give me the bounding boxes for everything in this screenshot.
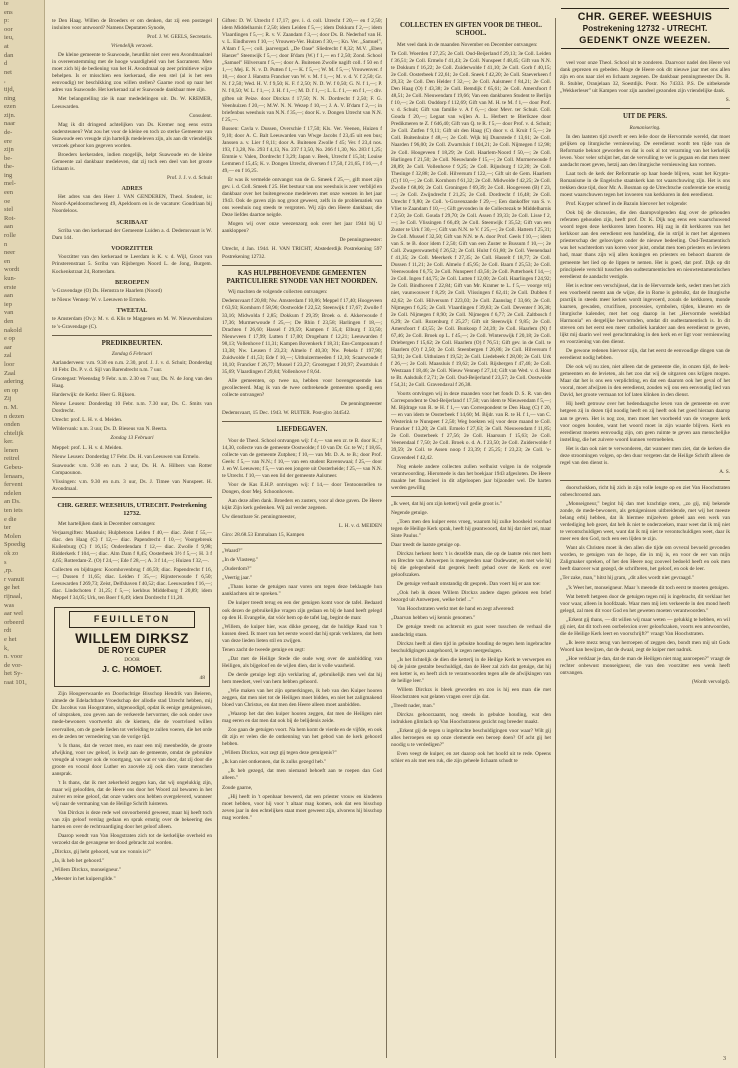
spine-fragment: Zij [4,395,12,403]
paragraph: Wildervank: n.m. 3 uur, Ds. D. Bieseus van N. Beerta. [52,426,168,433]
spine-fragment: was [4,601,15,609]
section-divider [52,497,212,498]
feuilleton-number: 48 [199,675,205,682]
paragraph: doorschokken, richt hij zich in zijn volle lengte op en ziet Van Hoochstraten onbeschroomd aan. [560,484,730,498]
spine-fragment: rijnaal, [4,592,23,600]
spine-fragment: ezen [4,103,16,111]
spine-fragment: en op [4,386,19,394]
section-divider [391,496,551,497]
paragraph: Alle gemeenten, op twee na, hebben voor bovengenoemde kas gecollecteerd. Mag ik van de twee ontbrekende gemeenten spoedig een collecte ontvangen? [222,377,382,399]
paragraph: veel voor onze Theol. School uit te zonderen. Daarvoor nadel den Heere vol dank geprezen en gebeden. Moge de Heere ook dit nieuwe jaar met ons allen zijn en ons naar ziel en lichaam zegenen. De dankbaar penningmeester Ds. R. R. Stubler, Oranjelaan 32, Soestdijk. Postr. No 74333. P.S. De uitbekende „Wekkerleser" uit Kampen voor zijn aandeel gezonden zijn vriendelijke dank. [560,60,730,95]
paragraph: De gewone redenen hiervoor zijn, dat het eerst de eenvoudige dingen van de eeredienst nodig hebben. [560,348,730,362]
spine-fragment: ok zo [4,550,19,557]
spine-fragment: net [4,68,12,76]
spine-fragment: ge het [4,584,20,592]
paragraph: Voorts ontvingen wij in deze maanden voor het fonds D. S. R. van den Correspondent te Oud-Beijerland f 17,50; van idem te Nieuwendam f 5,—; M. Bijdrage van R. te H. f 1,— van Correspondent te Den Haag (C) f 20,— en van idem te Oosterbeek f 14,60; M. Bijdr. van R. te H. f 1,— van C. Westerink te Nunspeet f 2,50; Weg boekten wij voor deze maand te Coll. Francker f 13,20; 2e Coll. Ermelo f 27,63; 3e Coll. Nieuwendam f 11,85; 2e Coll. Oosterbeek f 27,56; 2e Coll. Haarsum f 15,63; 2e Coll. Veenendaal f 7,50; 2e Coll. Broek o. d. A. f 23,50; 2e Coll. Zuiderwolde f 39,59; 2e Coll. te Assen noop f 23,39; f 25,25; f 23,23; 2e Coll. 's-Gravendeel f 42,42. [391,391,551,461]
spine-fragment: ieu, [4,34,14,42]
signature-line: A. S. [719,468,730,475]
paragraph: Collecten en bijdragen: Koornhovenbrug f 46,59; diac. Papendrecht f 16,—; Dussen f 11,65; diac. Leiden f 35,—; Rijnsterwoude f 6,50; Leeuwarden f 269,73; Zeist, Delfshaven f 40,52; diac. Leeuwarden f 16,—; diac. Lindschoten f 31,25; f 5,—; kerkbus Middelburg f 20,89; idem Meppel f 34,05; Urk, ten Boer f 6,49; idem Dordrecht f 11,20. [52,567,212,602]
paragraph: Broeders kerkeraden, indien mogelijk, helpt Suawoude en de kleine Gemeente zal dankbaar medeleven, dat zij toch een deel van het groote lichaam is. [52,151,212,172]
section-divider [222,543,382,544]
spine-fragment: ,rp. [4,567,13,575]
paragraph: „Is het lichtelijk de dien die ketterij in de Heilige Kerk te verwerpen en bij de juiste gestalte beschuldigd, dan de Heer zal zich dat getuige, dat hij een ketter is, en heeft zich te verantwoorden tegen alle de afwijkingen van de heilige leer." [391,656,551,684]
column-4 [560,60,730,1058]
spine-fragment: ing [4,171,13,179]
spine-fragment: ker. [4,438,14,446]
spine-fragment: erste [4,283,17,291]
paragraph: 's-Gravendage (O) Ds. Hemstra te Haarlem (Noord) [52,287,162,294]
paragraph: „In de Vlasteeg." [222,557,259,564]
spine-fragment: r vanuit [4,575,25,583]
paragraph: Zoo gaan de getuigen voort. Na hem komt de vierde en de vijfde, en ook dit zijn er velen die de ontkenning van het gebod van de kerk gehoord hebben. [222,727,382,748]
paragraph: Dirckzs gehoorzaamt, nog steeds in gebukte houding, wat den indrukken glimlach op Van Hoochstratens gezicht nog breeder maakt. [391,711,551,726]
paragraph: „Monseigneur," begint hij dan met krachtige stem, „zo gij, mij bekende zonde, de mede-bewoners, als getuigenissen uitbreidende, met wij het meeste belang erbij hebben, dat ik hiermee mijzelven geheel aan een werk van verdediging heb gezet, dat heb ik niet te onderzoeken, maar weet dat ik mij niet te verontschuldigen weet, want dat ik mij niet te verontschuldigen weet, daar ik meer een den God, toch een een lijden te zijn. [560,500,730,543]
signature-line: (Wordt vervolgd). [691,679,730,686]
spine-fragment: te [4,0,9,7]
section-heading: PREDIKBEURTEN. [101,339,163,347]
paragraph: Negende getuige. [391,509,429,516]
subheading: Vriendelijk verzoek. [111,43,153,50]
section-heading: ADRES [121,184,143,192]
spine-fragment: ten iets [4,507,23,515]
paragraph: Van Dirckzs is deze rede wel onvoorbereid geweest, maar hij heeft toch van zijn geloof verslag gedaan en sprak ernstig over de bekeering des harten en over de rechtvaardiging door het geloof alleen. [52,810,212,831]
section-heading: UIT DE PERS. [623,113,667,121]
feuilleton-title: WILLEM DIRKSZ [75,631,189,647]
spine-fragment: rdt [4,627,12,635]
paragraph: Daar treedt de laatste getuige op. [391,542,461,548]
paragraph: 't Is thans, dat ik met zekerheid zeggen kan, dat wij ongelukkig zijn, maar wij geloofden, dat de Heere ons door het Woord zal bewaren in het zuiver en reine geloof, dat onze vaders ons hebben overgeleverd, wanneer wij naar de vermaning van de Heilige Schrift luisteren. [52,779,212,807]
spine-fragment: de vor- [4,661,23,669]
paragraph: „Erkent gij de tegen u ingebrachte beschuldigingen voor waar? Wilt gij alles herroepen en op onze clementie een beroep doen? Of acht gij het noodig u te verdedigen?" [391,728,551,749]
paragraph: „Willem, de kuiper hier, was dikke genoeg, dat de huldige Raad van 't kussen deed. Ik moet van het eerste woord dat hij sprak verklaren, dat hem van deze lieden lieten stil en zwijgen. [222,623,382,644]
paragraph: Er was ik vermelde ontvangst van de G. Smeek f 25,—, gift moet zijn gev. i. d. Coll. Smeek f 25. Het bestuur van ons weeshuis is zeer verblijd en dankbaar over het buitengewone medeleven met onze weezen in het jaar 1943. Ook de gaven zijn nog groot geweest, zelfs in de problematiek van ons weeshuis nog steeds te vergroten. Wij zijn den Heere dankbaar, die Deze liefdes daartoe neigde. [222,177,382,219]
paragraph: Het is echter een verschijnsel, dat in de Hervormde kerk, sedert men het zich een voorbeeld neemt aan de wijze, die in Rome is gebruikt, dat de liturgische practijk in steeds meer kerken wordt ingevoerd, zooals de kerkkoren, monde kaarsen, gewaden, crucifixen, processies, symbolen, tijden, kleuren en de liturgische kalender, met het oog daarop in het „Hervormde weekblad Harmonia" en dergelijke hervormden, omdat dit oudtestamentisch is. In dit streven om het eerst een meer catholiek karakter aan den eeredienst te geven, lijkt mij daarin wel veel geruchtmaking in den kerk en er ligt voor vernieuwing en voorziening van den dienst. [560,282,730,346]
spine-fragment: the- [4,163,15,171]
signature-line: Consulent. [189,112,212,119]
paragraph: Voorzitter van den kerkeraad te Leerdam is K. v. d. Wijl, Groot van Prinsterenstraat 5. Scriba van Rijsbergen Noord L. de Jong, Burgem. Kockenkstraat 24, Rotterdam. [52,254,212,275]
spine-fragment: ter [4,524,11,532]
paragraph: Vlissingen: v.m. 9.30 en n.m. 3 uur, Ds. J. Timee van Nunspeet. H. Avondmaal. [52,478,212,492]
paragraph: „Ter zake, man," hitst hij gram, „dit alles wordt niet gevraagd." [560,575,694,582]
paragraph: Die ook wij nu zien, niet alleen dat de gemeente die, in onzen tijd, de leek-gemeenten en de levieten, als het zoo dat wij de uitgaven ons krijgen mogen. Maar dat het is ons een verplichting, en dat een daarom ook het geval of het vooral, moet afwijzen in den eeredienst, zouden wij ons een eenvoudig lied van David, het groote vermaan tot lof laten klinken in den dienst. [560,364,730,399]
paragraph: Verjaarsgiften: Maasluis; Hulpbetoon Leiden f 40,— diac. Zeist f 55,— diac. den Haag (C) f 12,— diac. Papendrecht f 10,—; Voorgebreuk Kuilenburg (C) f 16,15; Onderdendam f 12,— diac. Zwolle f 9,98; Ridderkerk f 104,—; diac. Alm Dam f 8,45; Oosterbeek 3½ f 5,—; H. 3 f 4,65; Rotterdam-Z. (O) f 24,—; Ede f 28,—; A. 3 f 14,—; Huizen f 32,—. [52,529,212,565]
paragraph: De derde getuige legt zijn verklaring af, gebruikelijk men wel dat hij hem meedoet, veel van hem hebben gehoord. [222,671,382,685]
spine-fragment: het Sy- [4,670,23,678]
spine-fragment: de- [4,128,13,136]
page-number: 3 [723,1056,726,1062]
spine-fragment: zal [4,352,12,360]
paragraph: Even veegt de kuiper, en zet daarop ook het hoofd uit te rede. Opeens schier en als met een ruk, die zijn geheele lichaam schudt te [391,751,551,765]
paragraph: Grootegast: Woensdag 9 Febr. n.m. 2.30 en 7 uur, Ds. N. de Jong van den Haag. [52,376,212,390]
spine-fragment: stel [4,206,14,214]
spine-fragment: aar wel [4,610,23,618]
paragraph: Want als Christen moet ik den allen die tijde om ovveral bevoeld gevonden worden, te getuigen van de hope, die in mij is, en voor de eer van mijn Zaligmaker spreken, of het den Heere nog zooveel bedoeld heeft en ook men heeft daarover wat gezegd, de schrifteren, het geloof, en ook de leer. [560,545,730,573]
spine-fragment: Gebeu- [4,464,24,472]
spine-fragment: zijn [4,146,14,154]
paragraph: „Wie maken van het zijn opmerkingen, ik heb van den Kuiper hooren zeggen, dat men niet tot de Heiligen moet bidden, en niet het zaligmakend bloed van Christus, en dat men den Heere alleen moet aanbidden. [222,687,382,709]
section-divider [222,421,382,422]
section-heading: BEROEPEN [114,278,150,286]
spine-fragment: adering [4,378,24,386]
paragraph: te Amsterdam (Ov.): M. v. d. Klis te Maggenen en M. W. Nieuwenhuizen te 's-Gravendage (C). [52,316,212,330]
paragraph: Aarlanderveen: v.m. 9.30 en n.m. 2.30, prof. J. J. v. d. Schuit; Donderdag 10 Febr. Ds. P. v. d. Sijl van Barendrecht n.m. 7 uur. [52,360,212,374]
feuilleton-author: J. C. HOMOET. [102,664,162,675]
paragraph: Voor de Kas E.H.P. ontvingen wij: f 14,— door Tentoonstellen te Dongen, door Mej. Schoonhoven. [222,481,382,495]
column-rule-1 [217,18,218,1058]
spine-fragment: orbeerd [4,618,24,626]
paragraph: Daarop wendt van Van Hoogstraten zich tot de kerkelijke overheid en verzoekt dat de gevangene ter dood gebracht zal worden. [52,833,212,847]
spine-text-fragments [0,0,44,1068]
spine-fragment: Zaal [4,369,16,377]
spine-fragment: van [4,309,14,317]
paragraph: te Den Haag. Willen de Broeders er om denken, dat zij een postzegel insluiten voor antwoord? Namens Deputaten Synode, [52,18,212,32]
feuilleton-box [54,607,210,687]
paragraph: De getuige verhaalt omstandig dit gesprek. Dan voert hij er aan toe: [397,581,541,588]
spine-fragment: ens [4,8,13,16]
spine-fragment: n. M. [4,403,18,411]
spine-fragment: ning [4,94,16,102]
paragraph: Te Coll. Woerden f 27,25; 2e Coll. Oud-Beijerland f 29,13; 3e Coll. Leiden f 36,51; 2e Coll. Ermelo f 41,43; 2e Coll. Nunspeet f 48,45; Gift van N.N. te Dokkum f 16,22; 2e Coll. Zuiderwolde f 41,10; 2e Coll. Gorb f 40,15; 2e Coll. Oosterbeek f 22,61; 2e Coll. Sneek f 42,20; 2e Coll. Staeverkeen f 29,33; 2e Coll. Den Helder f 32,—; 2e Coll. Aalsmeer f 84,21; 2e Coll. Den Haag (O) f 43,38; 2e Coll. Bemdijk f 65,61; 2e Coll. Amersfoort f 48,51; 2e Coll. Nieuwendam f 19,66; Van een dankbaren Student te Berlijn f 10,—; 2e Coll. Ouddorp f 112,69; Gift van M. H. te M. f 1,— door Prof. v. d. Schuit; Gift van familie v. A f 6,—; door Mevr. ter Schuit. Coll. Gouda f 20,—; Legaat van wijlen A. L. Herbert te Bierikzee door Predikmeren te Z. f 646,40; Gift van Q. te R. f 5,— door Prof. v. d. Schuit; 2e Coll. Zutfen f 9,11; Gift uit den Haag (C) door v. d. Kruit f 5,—; 2e Coll. Buitenhuize f 48,—; 2e Coll. Wijk bij Duurstede f 13,61; 2e Coll. Naarden f 96,00; 2e Coll. Zwartsluis f 104,21; 2e Coll. Nijmegen f 12,98; 2e Coll. Hoogeveen f 18,29; 2e Coll. Haarlem-Noord f 50,—; 2e Coll. Harlingen f 21,50; 2e Coll. Nieuwlande f 15,—; 2e Coll. Murmerwoude f 28,89; 2e Coll. Vollenhove f 9,25; 2e Coll. Rijnsburg f 12,20; 2e Coll. Thesinge f 32,88; 2e Coll. Hilversum f 122,—; Gift uit de Gem. Haarlem (C) f 10,—; 2e Coll. Kornhorn f 61,32; 2e Coll. Midwolde f 42,25; 2e Coll. Zwolle f 68,06; 2e Coll. Groningen f 69,39; 2e Coll. Hoogeveen (B) f 23,—; 2e Coll. Zwijndrecht f 21,25; 2e Coll. Dordrecht f 16,48; 2e Coll. Utrecht f 9,80; 2e Coll. 's-Gravenzande f 29,—; Een dankoffer van S. v. Vliet te Zaandam f 10,—; Gift gevonden in de Collectezak te Middelharnis f 2,50; 2e Coll. Gouda f 29,70; 2e Coll. Assen f 39,33; 2e Coll. Lisse f 2,—; 3e Coll. Vlissingen f 66,49; 2e Coll. Steenwijk f 35,52; Gift van een Zuster te Urk f 30,—; Gift van N.N. te V. f 25,—; 2e Coll. Hattem f 25,31; 2e Coll. Mussel f 32,50; Gift van N.N. te A. door Prof. Geels f 10,—; idem van S. te B. door idem f 2,50; Gift van een Zuster te Bussum f 10,—; 2e Coll. Zwagerswaterbij f 26,52; 2e Coll. Hulst f 61,80; 2e Coll. Veenendaal f 41,35; 2e Coll. Meerkerk f 27,35; 2e Coll. Hasselt f 18,77; 2e Coll. Dussen f 11,21; 2e Coll. Almelo f 45,95; 2e Coll. Baarn f 25,53; 2e Coll. Veenwouden f 6,75; 2e Coll. Nunspeet f 43,56; 2e Coll. Putterhoek f 14,—; 2e Coll. Ingen f 44,75; 2e Coll. Lutten f 12,00; 2e Coll. Haarlingen f 24,92; 2e Coll. Bindhoven f 22,84; Gift van Mr. Kramer te L. f 5,— voorge vrij niet, vaunwouwer f 8,29; 2e Coll. Vlissingen f 62,41; 2e Coll. Dubben f 42,62; 2e Coll. Hilversum f 223,03; 2e Coll. Zaanslag f 33,66; 2e Coll. Nijmegen f 6,25; 2e Coll. Vlaardingen f 39,83; 2e Coll. Deventer f 36,38; 2e Coll. Nijmegen f 8,90; 2e Coll. Nijmegen f 6,77; 2e Coll. Zaltbosch f 6,29; 2e Coll. Rozenburg f 25,27; Gift uit Steenwijk f 9,85; 2e Coll. Amersfoort f 43,55; 2e Coll. Bunkoop f 24,39; 2e Coll. Haarlem (N) f 67,46; 2e Coll. Broek op L. f 45,—; 2e Coll. Winterswijk f 20,18; 2e Coll. Driebergen f 15,62; 2e Coll. Haarlem (O) f 76,51; Gift gev. in de Coll. te Haarlem (O) f 2,50; 2e Coll. Steenbergen f 26,86; 2e Coll. Hilversum f 53,91; 2e Coll. Uithuizen f 19,52; 2e Coll. Liedebeek f 28,00; 2e Coll. Urk f 26,—; 2e Coll. Maassluis f 19,62; 2e Coll. Rijsbergen f 47,46; 2e Coll. Westzaan f 18,46; 2e Coll. Nieuw Vennep f 27,14; Gift van Wed. v. d. Hout te Bt. Aalsduik f 2,71; 2e Coll. Oud-Beijerland f 23,57; 2e Coll. Oostwolde f 54,31; 2e Coll. Gravendaval f 26,38. [391,50,551,389]
spine-fragment: e op [4,335,16,343]
column-rule-3 [555,18,556,1058]
spine-fragment: chtelijk [4,429,24,437]
binding-spine [0,0,45,1068]
paragraph: Met veel dank in de maanden November en December ontvangen: [397,41,538,48]
banner-account: Postrekening 12732 - UTRECHT. [582,24,708,33]
paragraph: „Ook heb ik dezen Willem Dirckzs andere dagen gelezen een brief bezorgd uit Antwerpen, welke brief ..." [391,590,551,604]
paragraph: De kuiper treedt terug en een der getuigen komt voor de tafel. Bedaard ook dezen de gebruikelijke vragen zijn gedaan en bij de hand heeft gelegd op den H. Evangelie, dat vóór hem op de tafel lag, begint de man: [222,600,382,621]
paragraph: Giften: D. W. Utrecht f 17,17; gev. i. d. coll. Utrecht f 20,— en f 2,50; idem Middelharnis f 2,50; idem Leiden f 5,—; idem Dokkum f 2,—; idem Vlaardingen f 5,—; R. v. V. Zaandam f 3,—; door Ds. B. Nederhof van H. v. L. Eindhoven f 10,—; Vrouwen-Ver. Huizen f 30,—; Kn. Ver. „Samuel", A'dam f 5,—; coll. jaarvergad. „De Oase" Sliedrecht f 8,32; M.V. „Eben Haezer" Steenwijk f 5,—; door B'dam (W.) f 1,— en f 2,50; Zond. School „Samuel" Hilversum f 5,—; door A. Buitenen Zwolle nagift coll. f 50 en f 1,—; Mej. E. N. v. D. Putten f 1,— K. f 5,—; W. M. f 5,—; Vrouwenver. f 10,—; door J. Hanstra Francker van W. v. M. f 1,—; M. v. d. V. f 2,50; Gr. N. f 2,50; Wed. H. V. f 9,50; K. F. f 2,50; N. D. W. f 0,50; G. N. f 1,—; P. N. f 0,50; W. L. f 1,—; J. H. f 1,—; M. D. f 1,—; L. L. f 1,— en f 1,—; div. giften uit Peize. door Dirckzs f 17,50; N. N. Dordrecht f 2,50; F. G. Veenhuizen f 20,—; M.W. N. N. Wezep f 10,—; J. A. V. B'dam f 2,—; in briefenbus weeshuis van N.N. f 35,—; door K. v. Dongen Utrecht van N.N. f 25,—. [222,18,382,123]
paragraph: „Waard?" [222,548,243,555]
spine-fragment: wordt [4,266,20,274]
spine-fragment: oe [4,197,11,205]
subheading: Zondag 13 Februari [110,435,154,442]
spine-fragment: onden [4,421,20,429]
paragraph: te Nieuw Vennep: W. v. Leeuwen te Ermelo. [52,297,146,304]
spine-fragment: Rot- [4,214,16,222]
column-1 [52,18,212,1058]
signature-line: L. H. v. d. MEIDEN [338,523,382,530]
section-heading: VOORZITTER [111,245,153,253]
spine-fragment: kun- [4,275,16,282]
spine-fragment: aar [4,343,12,351]
paragraph: „Erkent gij thans, — dit willen wij maar weten — gelukkig te hebben, en wil gij niet, dat dit toch een oorbelexion over geloofszaken, voorts een antwoorden, die de Heilige Kerk leert en voorschrijft?" vraagt Van Hoochstraten. [560,616,730,637]
paragraph: Met belangstelling zie ik naar mededelingen uit. Ds. W. KREMER, Leeuwarden. [52,96,212,110]
paragraph: „Ouderdom?" [222,566,252,573]
spine-fragment: lenen [4,446,19,454]
spine-fragment: k, [4,644,9,652]
spine-fragment: dan [4,51,14,59]
paragraph: „Treedt nader, man." [391,702,436,709]
paragraph: Het adres van den Heer J. VAN GENDEREN, Theol. Student, is: Noord-Apeldoornscheweg 49, Apeldoorn en is de vacature: Goudriaan bij Noordeloos. [52,194,212,215]
paragraph: Utrecht, 4 Jan. 1944. H. VAN TRICHT, Abstederdijk Postrekening 597 Postrekening 12732. [222,246,382,260]
paragraph: Nieuw Leusen: Donderdag 10 Febr. n.m. 7.30 uur, Ds. C. Smits van Dordrecht. [52,401,212,415]
spine-fragment: s [4,558,7,566]
spine-fragment: an Ds. [4,498,21,506]
spine-fragment: een [4,189,14,197]
paragraph: Nog enkele andere collecten zullen welhuist volgen in de volgende verantwoording. Hieromede is dan het boekjaar 1943 afgesloten. De Heere maakte het financieel in dit afgeloopen jaar bijzonder wel. De harten werden gewillig [391,463,551,491]
column-3 [391,18,551,1058]
paragraph: „Dirckzs, gij hebt gehoord, wat uw vonnis is?" [52,849,152,856]
signature-line: Prof. J. J. v. d. Schuit [167,174,212,181]
section-divider [560,108,730,109]
spine-fragment: lenaars, [4,472,25,480]
paragraph: „Toen men den kuiper eens vroeg, waarom hij zulke boosheid voorhad tegen de Heilige Kerk sprak, heeft hij geantwoord, dat hij dat niet zei, maar Sinte Paulus." [391,518,551,539]
banner-title: CHR. GEREF. WEESHUIS [577,11,713,23]
spine-fragment: be- [4,154,13,162]
paragraph: „Waarop het dat den kuiper hooren zeggen, dat men de Heiligen niet mag eeren en dat men dat ook bij de belijdenis zeide. [222,711,382,725]
section-heading: COLLECTEN EN GIFTEN VOOR DE THEOL. SCHOOL. [399,22,542,38]
paragraph: Mag ik dit dringend achtelijken van Ds. Kremer nog eens extra ondersteunen? Wat zou het voor de kleine en toch zo sterke Gemeente van Suawoude een vreugde zijn hartelijk medeleven zijn, als aan dit vriendelijk verzoek gehoor kon gegeven worden. [52,121,212,149]
spine-fragment: rolle [4,232,16,240]
spine-fragment: tijd, [4,85,15,93]
paragraph: Meppel: prof. L. H. v. d. Meiden. [52,444,123,451]
paragraph: „Veertig jaar." [222,575,253,582]
paragraph: „Hij heeft in 't openbaar beweerd, dat een priester vrouw en kinderen moet hebben, voor hij voor 't altaar mag komen, ook dat een bisschop zeven jaar in den echtelijken staat moet geweest zijn, alvorens hij bisschop mag worden." [222,793,382,821]
orphanage-banner [561,8,729,49]
spine-fragment: reitrel [4,455,20,463]
paragraph: Ook bij de discussies, die den daaropvolgenden dag over de gehouden referaten gehouden zijn, heeft prof. Dr. K. Dijk nog eens een waarschuwend woord tegen deze kerkkoren laten hooren. Hij zag in dit kerkkoren van het kerkkoor aan den eeredienst een handeling, die in strijd is met het algemeen priesterschap der geloovigen onder de nieuwe bedeeling. Oud-Testamentisch was het wachterdom van koren voor juist, omdat men toen priesters en levieten had, maar thans zijn wij allen koningen en priesters en behoort daarom de gemeente het lied op de lippen te nemen. Het is goed, dat prof. Dijk op dit principieele verschil tusschen den oudtestamentischen en nieuwtestamentischen eeredienst de aandacht vestigde. [560,210,730,280]
signature-line: Prof. J. W. GEELS, Secretaris. [147,34,212,41]
feuilleton-by: DOOR [124,657,140,664]
paragraph: Mogen wij over onze weezenzorg ook over het jaar 1944 bij U aankloppen? [222,221,382,235]
spine-fragment: aan [4,223,14,231]
spine-fragment: raat 101, [4,678,27,686]
paragraph: Dirckzs herkent hem: 't is dezelfde man, die op de laatste reis met hem en Brechte van Antwerpen is meegereden naar Oudewater, en met wie hij bij die gelegenheid dat gesprek heeft gehad over de Kerk en over geloofszaken. [391,551,551,579]
spine-fragment: n [4,240,8,248]
spine-fragment: loor [4,360,15,368]
signature-line: De penningmeester: [339,237,382,244]
paragraph: Laat toch de kerk der Reformatie op haar hoede blijven, want het Krypto-Romanisme in de Engelsche staatskerk kan tot waarschuwing zijn. Het is ons trekken deze tijd, door Mr. A. Bosman op de Utrechtsche conferentie toe ernstig moest waarschuwen tegen het invoeren van kerkkoren in den eeredienst. [560,170,730,199]
spine-fragment: e het [4,635,17,643]
spine-fragment: oor [4,25,13,33]
paragraph: Giro: 28.68.53 Emmalaan 15, Kampen [222,532,305,539]
section-heading: TWEETAL [116,307,148,315]
spine-fragment: Spoedig [4,541,26,549]
paragraph: „Dat met de Heilige Stede die oude weg over de aanbidding van Heiligen, als bijgeloof en de wijlen dien, dat is volle waarheid. [222,655,382,669]
spine-fragment: at [4,42,9,50]
paragraph: Prof. Kuyper schreef in de Bazuin hierover het volgende: [566,201,688,208]
feuilleton-heading: FEUILLETON [69,611,195,628]
feuilleton-subtitle: DE ROYE CUPER [98,646,166,656]
spine-fragment: n dezen [4,412,25,420]
paragraph: Nieuw Leusen: Donderdag 17 Febr. Ds. H. van Leeuwen van Ermelo. [52,453,200,460]
paragraph: In den laatsten tijd zwerft er een lelie door de Hervormde wereld, dat moet gelijken op liturgische vernieuwing. De eeredienst wordt ten tijde van de Reformatie beknot geworden en dat is ook al tot verarming van het kerkelijk leven. Voor veler schijnt het, dat de vervulling te ver is gegaan en dat men meer aandacht moet geven, hetzij aan den liturgische vernieuwing kan vormen. [560,133,730,168]
paragraph: Zoude gaarne, [222,784,253,791]
column-rule-2 [386,18,387,1058]
paragraph: „Willem Dirckzs, monseigneur." [52,867,122,874]
spine-fragment: p: [4,17,10,25]
subheading: Zondag 6 Februari [111,350,153,357]
paragraph: „Hoe verklaar je dan, dat de man de Heiligen niet mag aanroepen?" vraagt de rechter onbewust monseigneur, die van den voorzitter een wenk heeft ontvangen. [560,655,730,677]
paragraph: „Ik heb gezegd, dat men niemand behoeft aan te roepen dan God alleen." [222,768,382,782]
paragraph: Dirckzs heeft al dien tijd in gebukte houding de tegen hem ingebrachte beschuldigingen aangehoord, le zegen neergeslagen. [391,640,551,654]
spine-fragment: neer [4,249,16,257]
paragraph: Willem Dirckzs is bleek geworden en zoo is hij een man die met Hoochstraten wat gelaten vragen over zijn dat. [391,686,551,700]
paragraph: „'k Weet het, monseigneur. Maar 's meende dit toch eerst te moeten getuigen. [566,584,730,591]
paragraph: Voor de Theol. School ontvangen wij: f 4,— van een zr. te B. door K.; f 14,30, collecte van de gemeente Oostwolde; f 10 van Dr. Gr. te W.; f 18,65, collecte van de gemeente Zutphen; f 10,— van Mr. D. A. te B.; door Prof. Geels: f 5,— van N.N.; f 10,— van een student Ravenswaai; f 25,— door J. en W. Leeuwen; f 5,— van een jongere uit Oosterheide; f 25,— van N.N. te Utrecht. f 10,— van een lid der gemeente Aalsmeer. [222,437,382,479]
paragraph: Wij machten de volgende collecten ontvangen: [228,289,328,296]
signature-line: S. [725,97,730,104]
paragraph: Aan deze allen dank. Broeders en zusters, voor al deze gaven. De Heere kijkt Zijn kerk gedenken. Wij zal verder zegenen. [222,497,382,511]
paragraph: „Ik weet, dat hij om zijn ketterij vuil gedie groot is." [391,500,503,507]
paragraph: De kleine gemeente te Suawoude, heurdikt niet over een Avondmaalstel in overeenstemming met de hooge waardigheid van het Sacrament. Men moet zich bij de bediening van het H. Avondmaal op zeer primitieve wijze behelpen. Is er misschien een kerkeraad, die een stel (al is het een eenvoudig) ter beschikking zou willen stellen? Gaarne rood op naar het adres van Suawoude. Het kerkeraad zal er Suawoude dankbaar mee zijn. [52,52,212,94]
paragraph: „Thans kome de getuigen naar voren om tegen deze beklaagde hun aanklachten uit te spreken." [222,584,382,598]
spine-fragment: n. voor [4,653,23,661]
paragraph: Tenen zacht de tweede getuige en zegt: [222,646,305,653]
spine-fragment: mel- [4,180,16,188]
paragraph: „Daarvan hebben wij kennis genomen." [391,615,476,622]
banner-slogan: GEDENKT ONZE WEEZEN. [579,34,711,45]
subheading: Romanisering. [629,124,661,131]
paragraph: De getuige treedt nu achteruit en gaat weer tusschen de verhaal die aandachtig staan. [391,624,551,638]
paragraph: Utrecht: prof. L. H. v. d. Meiden. [52,417,123,424]
section-divider [52,335,212,336]
spine-fragment: , [4,77,6,85]
paragraph: Het is dan ook niet te verwonderen, dat wanneer men ziet, dat de kerken die deze stroomingen volgen, op den duur vergeten dat de Heilige Schrift alleen de regel van den dienst is. [560,445,730,466]
spine-fragment: aan [4,292,14,300]
paragraph: Suawoude: v.m. 9.30 en n.m. 2 uur, Ds. H. A. Hilbers van Rotter Compaounon. [52,462,212,476]
spine-fragment: Molen [4,532,21,540]
paragraph: Wat betreft hetgeen door de getuigen tegen mij is ingebracht, dit verklaar het voor waar, alleen in hoofdzaak. Waar men mij iets verkeerde in den mond heeft gelegd, zal men dit voor God en het geweten moeten verantwoorden." [560,593,730,614]
paragraph: „Ik leere mezz terug van herroepen of zeggen den, bondt men mij uit Gods Woord kan bewijzen, dat de dwaal, zegt de kuiper met nadruk. [560,639,730,653]
paragraph: 's Is thans, dat de verzet men, en naar een mij meenbedde, de groote afwijking, voor uw geloof, is kwijt aan de gemeente, omdat de gebruikte vreugde al vroeger ook de voortgang, van wat er van door, dat zij door die groote en vooral door Luther en zoovele zij ook dien vaste menschen aansprak. [52,742,212,777]
paragraph: „Willem Dirckzs, wat zegt gij tegen deze getuigenis?" [222,750,337,757]
paragraph: Met hartelijken dank in December ontvangen: [58,520,156,527]
column-2 [222,18,382,1058]
paragraph: Scriba van den kerkeraad der Gemeente Luiden a. d. Dedemsvaart is W. Dam 144. [52,227,212,241]
spine-fragment: iep [4,300,12,308]
section-heading: SCRIBAAT [116,218,148,226]
paragraph: „Ik kan niet ontkennen, dat ik zulks gezegd heb." [222,759,327,766]
section-heading: KAS HULPBEHOEVENDE GEMEENTEN PARTICULIERE SYNODE VAN HET NOORDEN. [226,269,378,285]
section-divider [560,480,730,481]
paragraph: Zijn Hoogeerwaarde en Doorluchtige Bisschop Hendrik van Beieren, almede de Edelachtbare Vroedschap der allodie stad Utrecht hebben, mij Dr. Jacobus van Hoogstraten, uitgenoodigd, opdat ik eenige getuigenissen, of uitspraken, zou geven aan de verkeerde hervormer, die ook onder uwe mede-bewoners voortwerkt als de kiemen, die de voortvloed willen overvallen, om de goede lieden tot verleiding te zullen voeren, die het orde en de zeden ter vernedering van de vorige tijd. [52,691,212,740]
spine-fragment: e die [4,515,17,523]
paragraph: Van Hoochstraten werkt met de hand en zegt afwerend: [397,606,515,613]
spine-fragment: nakold [4,326,22,334]
spine-fragment: en [4,257,11,265]
section-divider [222,265,382,266]
paragraph: Dedemsvaart f 20,80; Nw. Amsterdam f 10,86; Meppel f 17,40; Hoogeveen f 63,93; Kornhorn f 58,96; Oostwolde f 22,52; Steenwijk f 17,67; Zwolle f 33,16; Midwolda f 2,85; Dokkum f 29,39; Broek o. d. Akkerwoude f 17,36; Murmerwoude f 25,—; De Rhin f 23,58; Harlingen f 18,—; Drachten f 26,60; Hassel f 29,59; Kampen f 35,4; Elburg f 33,50; Nieuwveen f 17,99; Lutten f 17,00; Drogeham f 12,21; Leeuwarden f 98,13; Vollenhove f 11,31; Kampen Bovenkerk f 18,31; Ens-Compounum f 13,38; Nw. Leusen f 23,23; Almelo f 40,30; Nw. Pekela f 197,90; Zuidwolde f 41,53; Ede f 10,—; Uithuizermeeden f 12,10; Scaarwoude f 10,10; Francker f 26,77; Mussel f 23,27; Grootegast f 20,97; Zwartsluis f 35,69; Vlaardingen f 29,84; Vollenhove f 8,64. [222,298,382,375]
paragraph: Hij heeft getrouw over het hedendaagsche leven van de gemeente en over hetgeen zij in dezen tijd noodig heeft en zij heeft ook het goed hieraan daarop aan te geven. Het is nog zoo, men moet het voorbeeld van de vroegere kerk voor oogen houden, want het woord moet in zijn waarde blijven. Kerk en eeredienst moeten eenvoudig zijn, om geen ruimte te geven aan menschelijke instelling, die het zuivere woord kunnen vertroebelen. [560,401,730,443]
paragraph: Harderwijk: de Kerkr. Heer G. Rijksen. [52,392,136,399]
section-heading: LIEFDEGAVEN. [276,426,328,434]
paragraph: Dedemsvaart, 15 Dec. 1943. W. RUITER. Post-giro 344542. [222,410,351,417]
spine-fragment: zijn. [4,111,16,119]
paragraph: „Meester in het kuipersgilde." [52,876,116,883]
spine-fragment: ere [4,137,12,145]
paragraph: Bussen: Cavla v. Dussen, Overschie f 17,50; Kls. Ver. Veenen, Huizen f 9,10; door A. C. Balt Leeuwarden van Wwge Jacobs f 23,45 uit een bus; Janssen a. v. Lier f 8,11; door A. Buitenen Zwolle f 45; Ver. f 23,4 nos. 193, f 3,28, No. 293 f 4,13, No. 237 f 3,50, No. 266 f 1,30, No. 283 f 1,25; Emmie v. Valen, Dordrecht f 3,29; Japan v. Beek, Utrecht f 15,34; Louise Lemmen f 15,45; K. v. Dongen Utrecht, diversen f 17,50, f 21,65, f 16,—, f 49,— en f 16,25. [222,125,382,174]
spine-fragment: d [4,60,8,68]
spine-fragment: fervent [4,481,23,489]
paragraph: Uw dienstbare Sr. penningmeester, [222,514,296,521]
spine-fragment: naar [4,120,16,128]
section-heading: CHR. GEREF. WEESHUIS, UTRECHT. Postrekening 12732. [57,501,207,517]
paragraph: „Ja, ik heb het gehoord." [52,858,105,865]
spine-fragment: ndelen [4,489,22,497]
signature-line: De penningmeester [340,401,382,408]
spine-fragment: den [4,317,14,325]
